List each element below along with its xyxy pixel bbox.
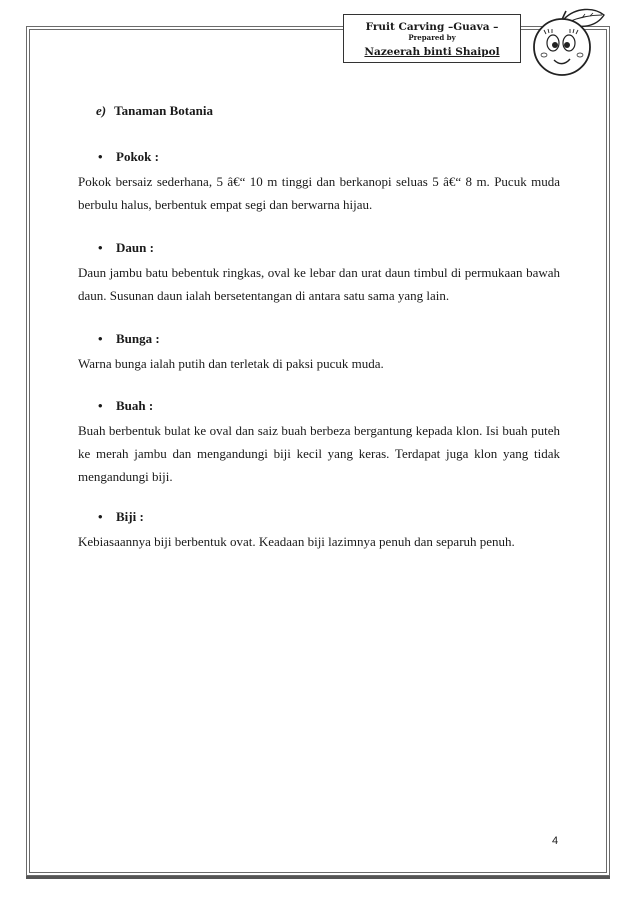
bullet-icon: • <box>98 398 103 413</box>
guava-mascot-icon <box>524 5 608 77</box>
header-title: Fruit Carving –Guava – <box>365 21 499 33</box>
section-heading <box>96 103 213 119</box>
list-item <box>78 330 560 375</box>
paragraph: Kebiasaannya biji berbentuk ovat. Keadaan biji lazimnya penuh dan separuh penuh. <box>78 534 515 549</box>
list-item <box>78 239 560 307</box>
bullet-heading <box>98 239 560 257</box>
bullet-heading <box>98 508 560 526</box>
bullet-icon: • <box>98 149 103 164</box>
paragraph: Daun jambu batu bebentuk ringkas, oval ke lebar dan urat daun timbul di permukaan bawah daun. Susunan daun ialah bersetentangan di antara satu sama yang lain. <box>78 265 560 303</box>
bullet-icon: • <box>98 240 103 255</box>
paragraph: Warna bunga ialah putih dan terletak di paksi pucuk muda. <box>78 356 384 371</box>
header-author: Nazeerah binti Shaipol <box>364 46 500 58</box>
list-item <box>78 148 560 216</box>
section-title: Tanaman Botania <box>114 103 213 118</box>
bullet-heading <box>98 330 560 348</box>
paragraph: Pokok bersaiz sederhana, 5 â€“ 10 m tinggi dan berkanopi seluas 5 â€“ 8 m. Pucuk muda berbulu halus, berbentuk empat segi dan berwarna hijau. <box>78 174 560 212</box>
page-border-bottom-rule <box>26 876 610 879</box>
list-item <box>78 397 560 488</box>
bullet-heading <box>98 397 560 415</box>
page-number: 4 <box>552 835 559 847</box>
bullet-icon: • <box>98 331 103 346</box>
bullet-icon: • <box>98 509 103 524</box>
bullet-heading <box>98 148 560 166</box>
bullet-heading-label: Buah : <box>116 398 154 413</box>
section-marker: e) <box>96 103 107 118</box>
bullet-heading-label: Bunga : <box>116 331 160 346</box>
paragraph: Buah berbentuk bulat ke oval dan saiz buah berbeza bergantung kepada klon. Isi buah puteh ke merah jambu dan mengandungi biji kecil yang keras. Terdapat juga klon yang tidak mengandungi biji. <box>78 423 560 484</box>
bullet-heading-label: Pokok : <box>116 149 159 164</box>
list-item <box>78 508 560 553</box>
bullet-heading-label: Daun : <box>116 240 154 255</box>
header-subtitle: Prepared by <box>408 33 456 42</box>
header-box <box>343 14 521 63</box>
bullet-heading-label: Biji : <box>116 509 144 524</box>
